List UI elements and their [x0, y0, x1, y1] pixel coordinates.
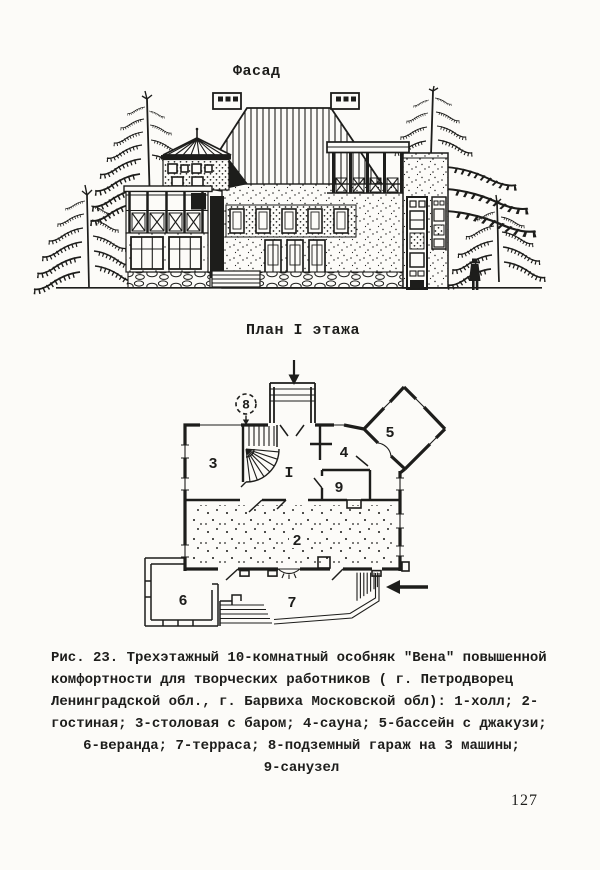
- room-label-veranda: 6: [178, 593, 188, 610]
- shadow-strip: [210, 196, 224, 278]
- room-label-sauna: 4: [339, 445, 349, 462]
- floor-plan-drawing: [128, 356, 472, 640]
- right-window-column-a: [407, 197, 427, 289]
- room-label-pool: 5: [385, 425, 395, 442]
- room-label-hall: I: [284, 465, 294, 482]
- caption-line: Ленинградской обл., г. Барвиха Московской обл): 1-холл; 2-: [51, 694, 539, 710]
- stone-base: [128, 272, 403, 288]
- front-steps: [212, 271, 260, 287]
- entrance-steps: [357, 573, 377, 601]
- garden-steps: [220, 595, 272, 626]
- stair: [241, 425, 279, 487]
- tower: [161, 128, 231, 190]
- entrance-arrow-icon: [386, 580, 428, 594]
- room-label-dining: 3: [208, 456, 218, 473]
- page-number: 127: [511, 792, 538, 809]
- room-label-living: 2: [292, 533, 302, 550]
- entry-arrow-down-icon: [289, 360, 300, 385]
- garage-marker: [236, 394, 256, 426]
- caption-line: Рис. 23. Трехэтажный 10-комнатный особняк "Вена" повышенной: [51, 650, 547, 666]
- scale-figure: [469, 259, 481, 291]
- facade-drawing: [50, 85, 550, 315]
- right-window-column-b: [432, 197, 446, 249]
- facade-title: Фасад: [233, 63, 281, 80]
- left-wing: [124, 186, 212, 272]
- figure-caption: [51, 647, 552, 779]
- right-block: [403, 153, 448, 289]
- caption-line: гостиная; 3-столовая с баром; 4-сауна; 5-бассейн с джакузи;: [51, 716, 547, 732]
- pine-tree-left-far: [34, 185, 137, 292]
- room-label-bathroom: 9: [334, 480, 344, 497]
- caption-line: 6-веранда; 7-терраса; 8-подземный гараж на 3 машины;: [83, 738, 520, 754]
- caption-line: 9-санузел: [263, 760, 340, 776]
- pine-tree-right-far: [448, 195, 545, 287]
- garage-marker-label: 8: [242, 397, 250, 413]
- chimney-right: [331, 93, 359, 109]
- room-label-terrace: 7: [287, 595, 297, 612]
- plan-title: План I этажа: [246, 322, 361, 339]
- chimney-left: [213, 93, 241, 109]
- caption-line: комфортности для творческих работников ( г. Петродворец: [51, 672, 514, 688]
